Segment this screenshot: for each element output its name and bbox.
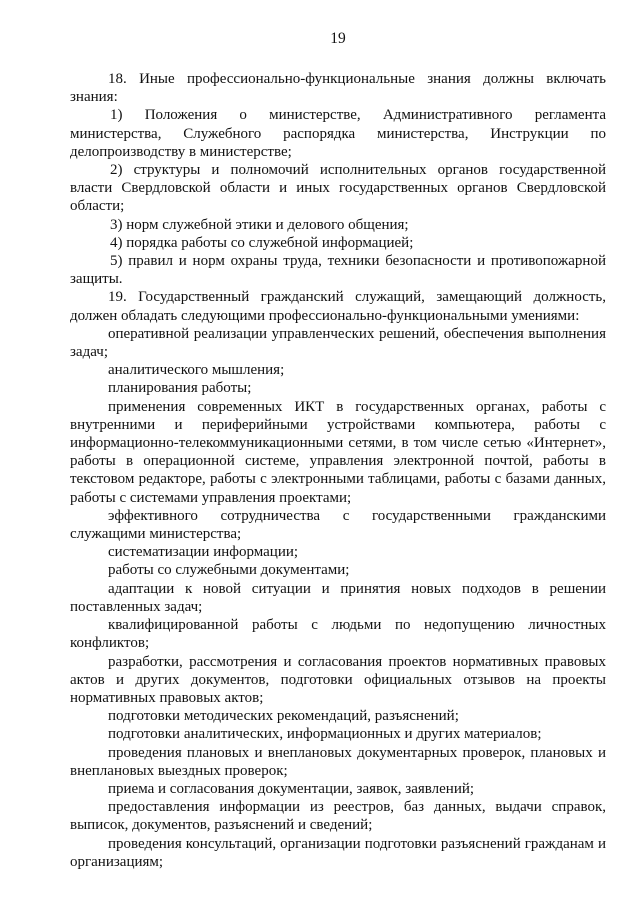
skill-item: применения современных ИКТ в государственных органах, работы с внутренними и периферийными устройствами компьютера, работы с информационно-телекоммуникационными сетями, в том числе сетью «Интернет», работы в операционной системе, управления электронной почтой, работы в текстовом редакторе, работы с электронными таблицами, работы с базами данных, работы с системами управления проектами;	[70, 398, 606, 506]
skill-item: проведения плановых и внеплановых документарных проверок, плановых и внеплановых выездных проверок;	[70, 744, 606, 779]
skill-item: работы со служебными документами;	[108, 562, 350, 579]
skill-item: предоставления информации из реестров, баз данных, выдачи справок, выписок, документов, разъяснений и сведений;	[70, 799, 606, 834]
skill-item: квалифицированной работы с людьми по недопущению личностных конфликтов;	[70, 617, 606, 652]
knowledge-item-1: 1) Положения о министерстве, Административного регламента министерства, Служебного распорядка министерства, Инструкции по делопроизводству в министерстве;	[70, 107, 606, 160]
skill-item: приема и согласования документации, заявок, заявлений;	[108, 780, 475, 797]
paragraph-18: 18. Иные профессионально-функциональные знания должны включать знания:	[70, 71, 606, 106]
page-number: 19	[330, 30, 346, 47]
skill-item: аналитического мышления;	[108, 362, 285, 379]
skill-item: систематизации информации;	[108, 544, 299, 561]
skill-item: адаптации к новой ситуации и принятия новых подходов в решении поставленных задач;	[70, 580, 606, 615]
knowledge-item-5: 5) правил и норм охраны труда, техники безопасности и противопожарной защиты.	[70, 253, 606, 288]
skill-item: подготовки методических рекомендаций, разъяснений;	[108, 708, 459, 725]
skill-item: подготовки аналитических, информационных и других материалов;	[108, 726, 542, 743]
knowledge-item-3: 3) норм служебной этики и делового общения;	[110, 216, 409, 233]
knowledge-item-4: 4) порядка работы со служебной информацией;	[110, 234, 414, 251]
skill-item: разработки, рассмотрения и согласования проектов нормативных правовых актов и других документов, подготовки официальных отзывов на проекты нормативных правовых актов;	[70, 653, 606, 706]
skill-item: планирования работы;	[108, 380, 252, 397]
paragraph-19: 19. Государственный гражданский служащий, замещающий должность, должен обладать следующими профессионально-функциональными умениями:	[70, 289, 606, 324]
document-body	[70, 70, 606, 871]
knowledge-item-2: 2) структуры и полномочий исполнительных органов государственной власти Свердловской области и иных государственных органов Свердловской области;	[70, 162, 606, 215]
skill-item: проведения консультаций, организации подготовки разъяснений гражданам и организациям;	[70, 835, 606, 870]
skill-item: оперативной реализации управленческих решений, обеспечения выполнения задач;	[70, 325, 606, 361]
skill-item: эффективного сотрудничества с государственными гражданскими служащими министерства;	[70, 507, 606, 543]
